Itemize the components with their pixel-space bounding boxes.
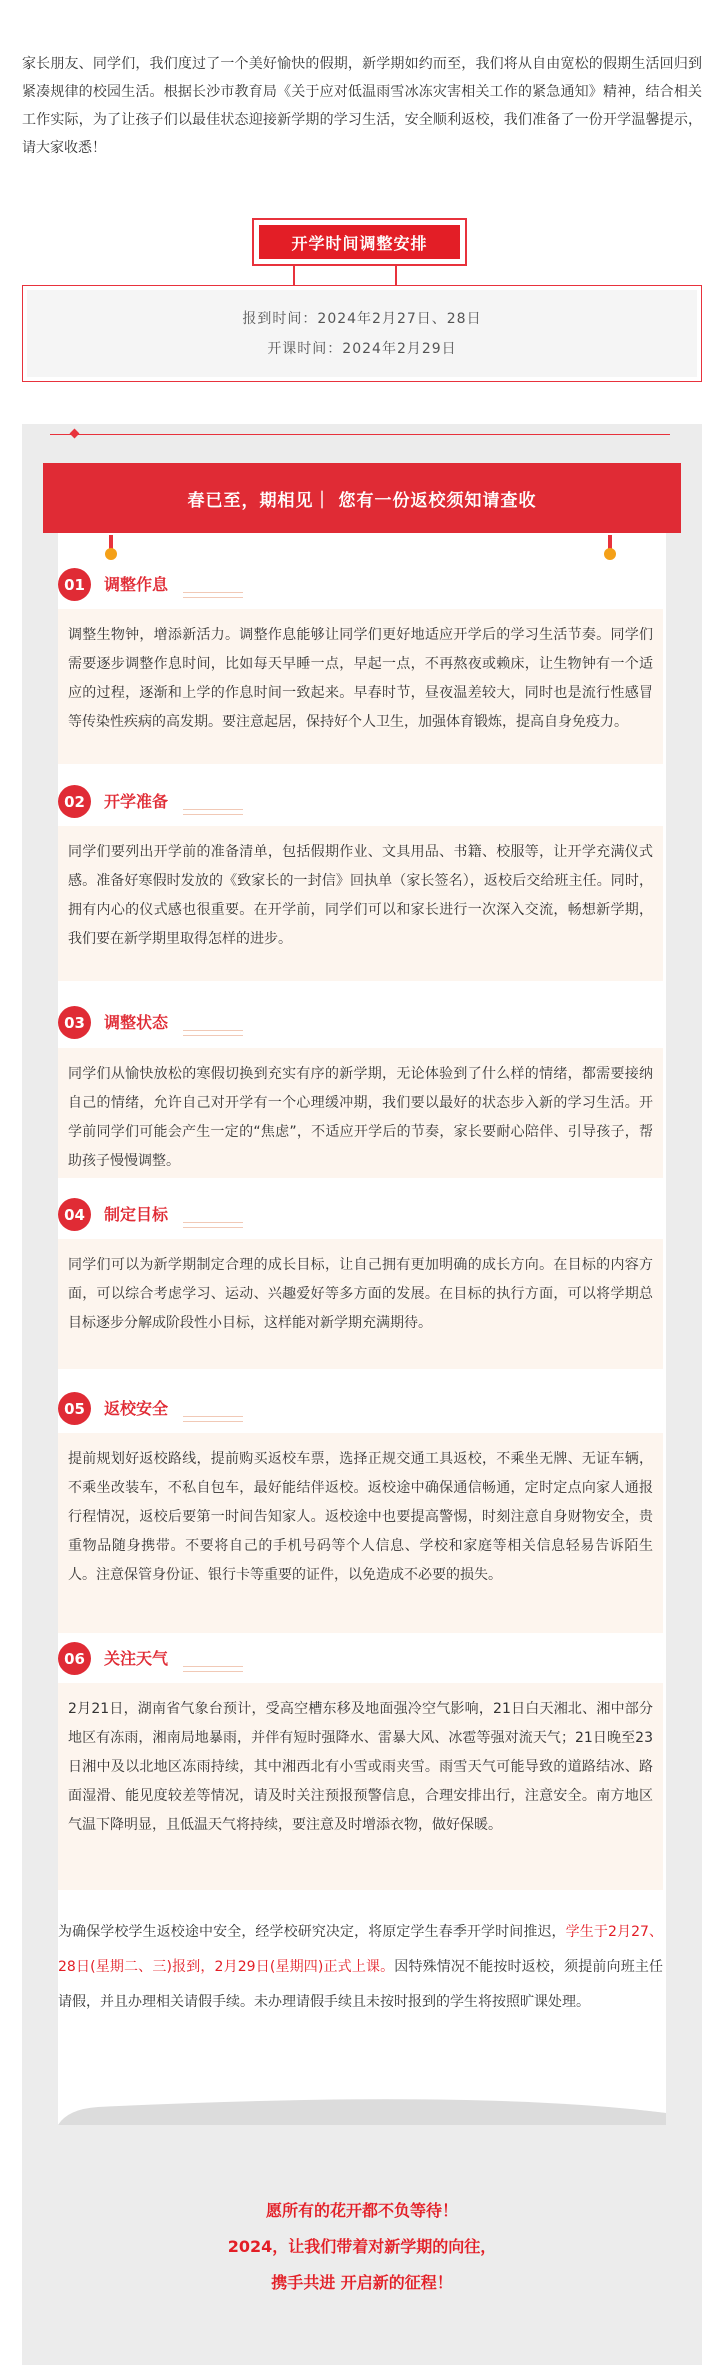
- pin-icon: [105, 548, 117, 560]
- section-deco: [183, 1222, 243, 1228]
- section-body: 2月21日，湖南省气象台预计，受高空槽东移及地面强冷空气影响，21日白天湘北、湘中部分地区有冻雨，湘南局地暴雨，并伴有短时强降水、雷暴大风、冰雹等强对流天气；21日晚至23日湘中及以北地区冻雨持续，其中湘西北有小雪或雨夹雪。雨雪天气可能导致的道路结冰、路面湿滑、能见度较差等情况，请及时关注预报预警信息，合理安排出行，注意安全。南方地区气温下降明显，且低温天气将持续，要注意及时增添衣物，做好保暖。: [58, 1683, 663, 1890]
- closing-paragraph: [58, 1915, 663, 2020]
- section-body: 同学们要列出开学前的准备清单，包括假期作业、文具用品、书籍、校服等，让开学充满仪式感。准备好寒假时发放的《致家长的一封信》回执单（家长签名），返校后交给班主任。同时，拥有内心的仪式感也很重要。在开学前，同学们可以和家长进行一次深入交流，畅想新学期，我们要在新学期里取得怎样的进步。: [58, 826, 663, 981]
- section-body: 调整生物钟，增添新活力。调整作息能够让同学们更好地适应开学后的学习生活节奏。同学们需要逐步调整作息时间，比如每天早睡一点，早起一点，不再熬夜或赖床，让生物钟有一个适应的过程，逐渐和上学的作息时间一致起来。早春时节，昼夜温差较大，同时也是流行性感冒等传染性疾病的高发期。要注意起居，保持好个人卫生，加强体育锻炼，提高自身免疫力。: [58, 609, 663, 764]
- section-number: 04: [58, 1198, 91, 1231]
- closing-highlight: 学生于2月27、28日(星期二、三)报到，2月29日(星期四)正式上课。: [58, 1924, 663, 1975]
- section-title: 制定目标: [104, 1205, 169, 1224]
- panel-deco-line: [50, 434, 670, 435]
- register-time: 报到时间：2024年2月27日、28日: [242, 311, 482, 327]
- section-body: 同学们从愉快放松的寒假切换到充实有序的新学期，无论体验到了什么样的情绪，都需要接纳自己的情绪，允许自己对开学有一个心理缓冲期，我们要以最好的状态步入新的学习生活。开学前同学们可能会产生一定的“焦虑”，不适应开学后的节奏，家长要耐心陪伴、引导孩子，帮助孩子慢慢调整。: [58, 1048, 663, 1178]
- section-number: 05: [58, 1392, 91, 1425]
- notice-banner: 春已至，期相见｜ 您有一份返校须知请查收: [43, 463, 681, 533]
- finale-line: 愿所有的花开都不负等待！: [265, 2201, 458, 2220]
- closing-before: 为确保学校学生返校途中安全，经学校研究决定，将原定学生春季开学时间推迟，: [58, 1924, 566, 1940]
- section-number: 02: [58, 785, 91, 818]
- section-deco: [183, 1666, 243, 1672]
- finale-message: [22, 2193, 702, 2301]
- section-number: 01: [58, 568, 91, 601]
- section-number: 06: [58, 1642, 91, 1675]
- pin-icon: [604, 548, 616, 560]
- paper-curl: [58, 2085, 666, 2125]
- section-deco: [183, 1416, 243, 1422]
- section-title: 返校安全: [104, 1399, 169, 1418]
- schedule-box-inner: [27, 290, 697, 377]
- section-title: 调整状态: [104, 1013, 169, 1032]
- schedule-box: [22, 285, 702, 382]
- closing-after: 因特殊情况不能按时返校，须提前向班主任请假，并且办理相关请假手续。未办理请假手续且未按时报到的学生将按照旷课处理。: [58, 1959, 663, 2010]
- section-deco: [183, 809, 243, 815]
- finale-line: 2024，让我们带着对新学期的向往，: [227, 2237, 497, 2256]
- section-deco: [183, 1030, 243, 1036]
- section-title: 开学准备: [104, 792, 169, 811]
- section-body: 提前规划好返校路线，提前购买返校车票，选择正规交通工具返校，不乘坐无牌、无证车辆，不乘坐改装车，不私自包车，最好能结伴返校。返校途中确保通信畅通，定时定点向家人通报行程情况，返校后要第一时间告知家人。返校途中也要提高警惕，时刻注意自身财物安全，贵重物品随身携带。不要将自己的手机号码等个人信息、学校和家庭等相关信息轻易告诉陌生人。注意保管身份证、银行卡等重要的证件，以免造成不必要的损失。: [58, 1433, 663, 1633]
- section-body: 同学们可以为新学期制定合理的成长目标，让自己拥有更加明确的成长方向。在目标的内容方面，可以综合考虑学习、运动、兴趣爱好等多方面的发展。在目标的执行方面，可以将学期总目标逐步分解成阶段性小目标，这样能对新学期充满期待。: [58, 1239, 663, 1369]
- finale-line: 携手共进 开启新的征程！: [271, 2273, 453, 2292]
- schedule-title: 开学时间调整安排: [259, 225, 460, 259]
- intro-paragraph: 家长朋友、同学们，我们度过了一个美好愉快的假期，新学期如约而至，我们将从自由宽松的假期生活回归到紧凑规律的校园生活。根据长沙市教育局《关于应对低温雨雪冰冻灾害相关工作的紧急通知》精神，结合相关工作实际，为了让孩子们以最佳状态迎接新学期的学习生活，安全顺利返校，我们准备了一份开学温馨提示，请大家收悉！: [22, 56, 702, 156]
- section-title: 关注天气: [104, 1649, 169, 1668]
- section-title: 调整作息: [104, 575, 169, 594]
- schedule-badge: [252, 218, 467, 266]
- class-start-time: 开课时间：2024年2月29日: [267, 341, 457, 357]
- section-deco: [183, 592, 243, 598]
- section-number: 03: [58, 1006, 91, 1039]
